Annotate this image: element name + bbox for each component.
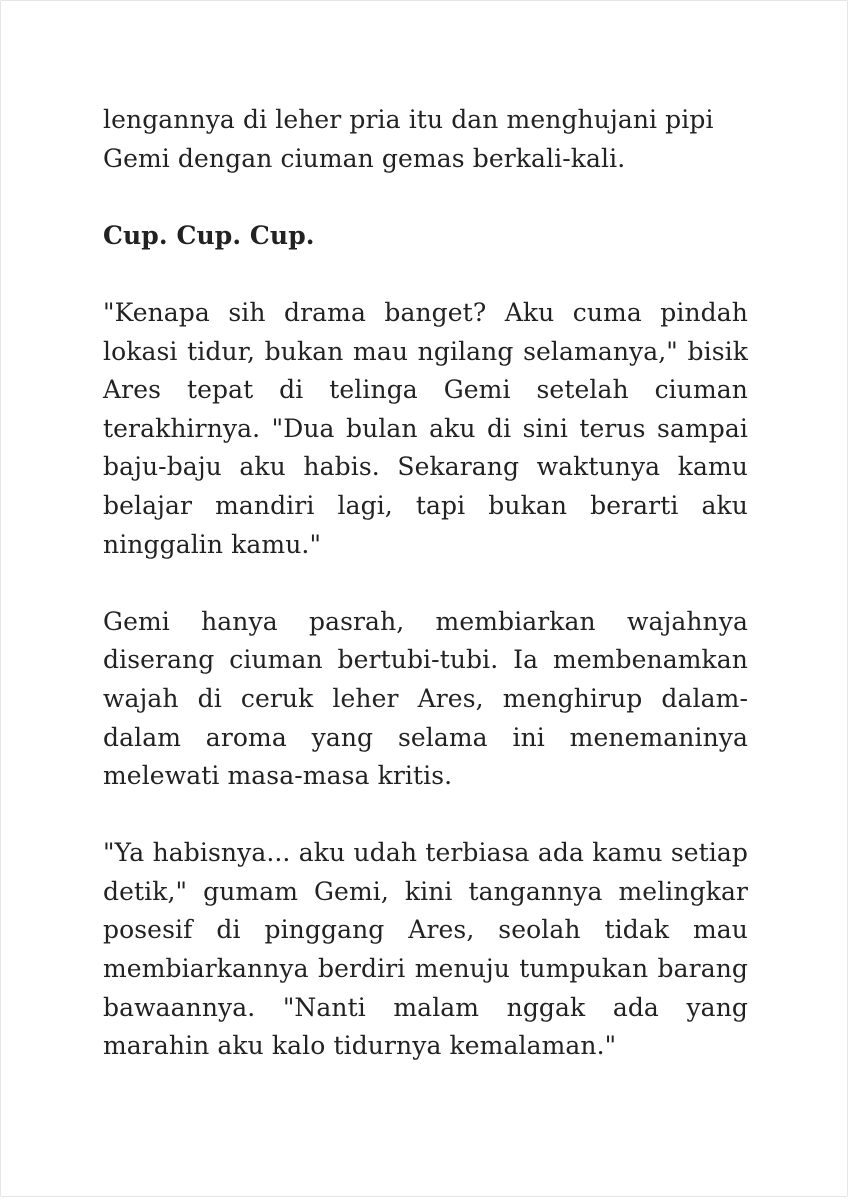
paragraph-2-emphasis: Cup. Cup. Cup. bbox=[103, 220, 315, 250]
paragraph-5: "Ya habisnya... aku udah terbiasa ada kamu setiap detik," gumam Gemi, kini tangannya melingkar posesif di pinggang Ares, seolah tidak mau membiarkannya berdiri menuju tumpukan barang bawaannya. "Nanti malam nggak ada yang marahin aku kalo tidurnya kemalaman." bbox=[103, 838, 748, 1061]
paragraph-4: Gemi hanya pasrah, membiarkan wajahnya diserang ciuman bertubi-tubi. Ia membenamkan wajah di ceruk leher Ares, menghirup dalam-dalam aroma yang selama ini menemaninya melewati masa-masa kritis. bbox=[103, 606, 748, 791]
paragraph-1: lengannya di leher pria itu dan menghujani pipi Gemi dengan ciuman gemas berkali-kali. bbox=[103, 105, 714, 173]
paragraph-3: "Kenapa sih drama banget? Aku cuma pindah lokasi tidur, bukan mau ngilang selamanya," bisik Ares tepat di telinga Gemi setelah ciuman terakhirnya. "Dua bulan aku di sini terus sampai baju-baju aku habis. Sekarang waktunya kamu belajar mandiri lagi, tapi bukan berarti aku ninggalin kamu." bbox=[103, 297, 748, 559]
page-content bbox=[103, 101, 748, 1104]
